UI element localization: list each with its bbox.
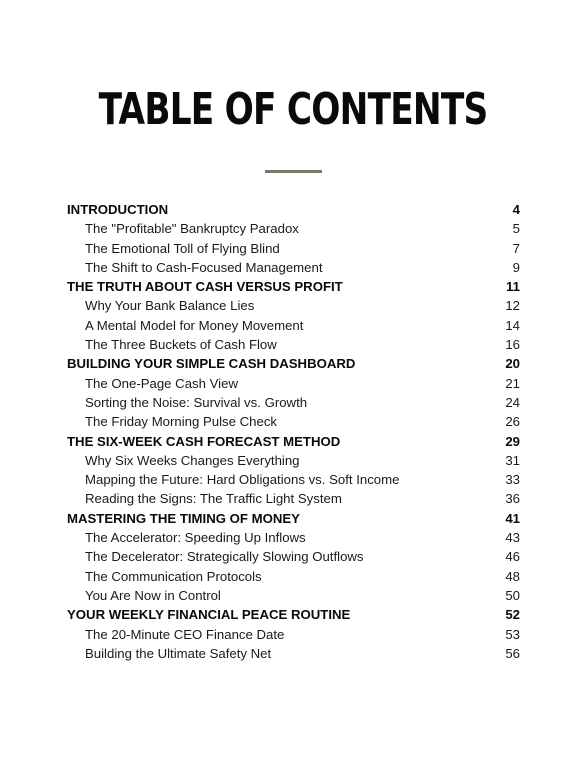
toc-entry-page-number: 21 (505, 375, 520, 391)
toc-entry-page-number: 9 (512, 259, 520, 275)
toc-entry-label: You Are Now in Control (85, 587, 221, 603)
toc-entry-label: The Accelerator: Speeding Up Inflows (85, 530, 306, 546)
toc-entry-label: Mapping the Future: Hard Obligations vs. Soft Income (85, 472, 400, 488)
toc-entry-page-number: 50 (505, 587, 520, 603)
toc-entry-page-number: 12 (505, 298, 520, 314)
toc-entry-label: A Mental Model for Money Movement (85, 317, 304, 333)
toc-entry-page-number: 26 (505, 414, 520, 430)
toc-entry-page-number: 43 (505, 530, 520, 546)
toc-entry-label: The One-Page Cash View (85, 375, 238, 391)
table-of-contents (67, 200, 520, 663)
toc-section-entry (67, 316, 520, 335)
toc-section-entry (67, 470, 520, 489)
toc-section-entry (67, 625, 520, 644)
toc-chapter-entry (67, 200, 520, 219)
toc-section-entry (67, 219, 520, 238)
toc-entry-label: THE SIX-WEEK CASH FORECAST METHOD (67, 433, 341, 449)
toc-entry-label: The Decelerator: Strategically Slowing Outflows (85, 549, 364, 565)
toc-entry-label: MASTERING THE TIMING OF MONEY (67, 510, 300, 526)
toc-section-entry (67, 489, 520, 508)
toc-entry-page-number: 52 (505, 607, 520, 623)
toc-section-entry (67, 412, 520, 431)
toc-chapter-entry (67, 277, 520, 296)
toc-entry-page-number: 24 (505, 394, 520, 410)
toc-section-entry (67, 528, 520, 547)
toc-entry-page-number: 31 (505, 452, 520, 468)
toc-entry-page-number: 46 (505, 549, 520, 565)
toc-section-entry (67, 451, 520, 470)
toc-chapter-entry (67, 605, 520, 624)
toc-entry-label: The Three Buckets of Cash Flow (85, 337, 277, 353)
toc-entry-page-number: 53 (505, 626, 520, 642)
toc-entry-page-number: 33 (505, 472, 520, 488)
toc-section-entry (67, 644, 520, 663)
toc-entry-page-number: 5 (512, 221, 520, 237)
toc-entry-page-number: 20 (505, 356, 520, 372)
toc-entry-page-number: 16 (505, 337, 520, 353)
toc-entry-label: Why Your Bank Balance Lies (85, 298, 255, 314)
toc-entry-label: Reading the Signs: The Traffic Light System (85, 491, 342, 507)
toc-entry-label: YOUR WEEKLY FINANCIAL PEACE ROUTINE (67, 607, 351, 623)
toc-entry-label: THE TRUTH ABOUT CASH VERSUS PROFIT (67, 279, 343, 295)
toc-entry-page-number: 29 (505, 433, 520, 449)
toc-section-entry (67, 296, 520, 315)
toc-entry-page-number: 14 (505, 317, 520, 333)
toc-entry-page-number: 56 (505, 645, 520, 661)
toc-entry-label: The Communication Protocols (85, 568, 262, 584)
toc-section-entry (67, 258, 520, 277)
toc-section-entry (67, 586, 520, 605)
toc-entry-page-number: 41 (505, 510, 520, 526)
toc-entry-label: The Shift to Cash-Focused Management (85, 259, 323, 275)
toc-entry-label: The "Profitable" Bankruptcy Paradox (85, 221, 299, 237)
toc-entry-label: BUILDING YOUR SIMPLE CASH DASHBOARD (67, 356, 356, 372)
toc-entry-label: The 20-Minute CEO Finance Date (85, 626, 285, 642)
toc-chapter-entry (67, 509, 520, 528)
toc-section-entry (67, 547, 520, 566)
toc-entry-label: INTRODUCTION (67, 202, 169, 217)
toc-entry-page-number: 36 (505, 491, 520, 507)
toc-section-entry (67, 393, 520, 412)
toc-chapter-entry (67, 432, 520, 451)
toc-entry-label: The Emotional Toll of Flying Blind (85, 240, 280, 256)
toc-section-entry (67, 567, 520, 586)
toc-entry-page-number: 48 (505, 568, 520, 584)
toc-entry-label: Building the Ultimate Safety Net (85, 645, 272, 661)
title-divider (265, 170, 322, 173)
toc-entry-page-number: 11 (506, 279, 520, 295)
toc-section-entry (67, 374, 520, 393)
page-title: TABLE OF CONTENTS (98, 84, 488, 135)
toc-entry-label: Sorting the Noise: Survival vs. Growth (85, 394, 308, 410)
toc-entry-label: Why Six Weeks Changes Everything (85, 452, 300, 468)
toc-entry-page-number: 4 (512, 202, 520, 217)
toc-section-entry (67, 335, 520, 354)
toc-chapter-entry (67, 354, 520, 373)
toc-entry-label: The Friday Morning Pulse Check (85, 414, 278, 430)
toc-entry-page-number: 7 (512, 240, 520, 256)
toc-section-entry (67, 239, 520, 258)
